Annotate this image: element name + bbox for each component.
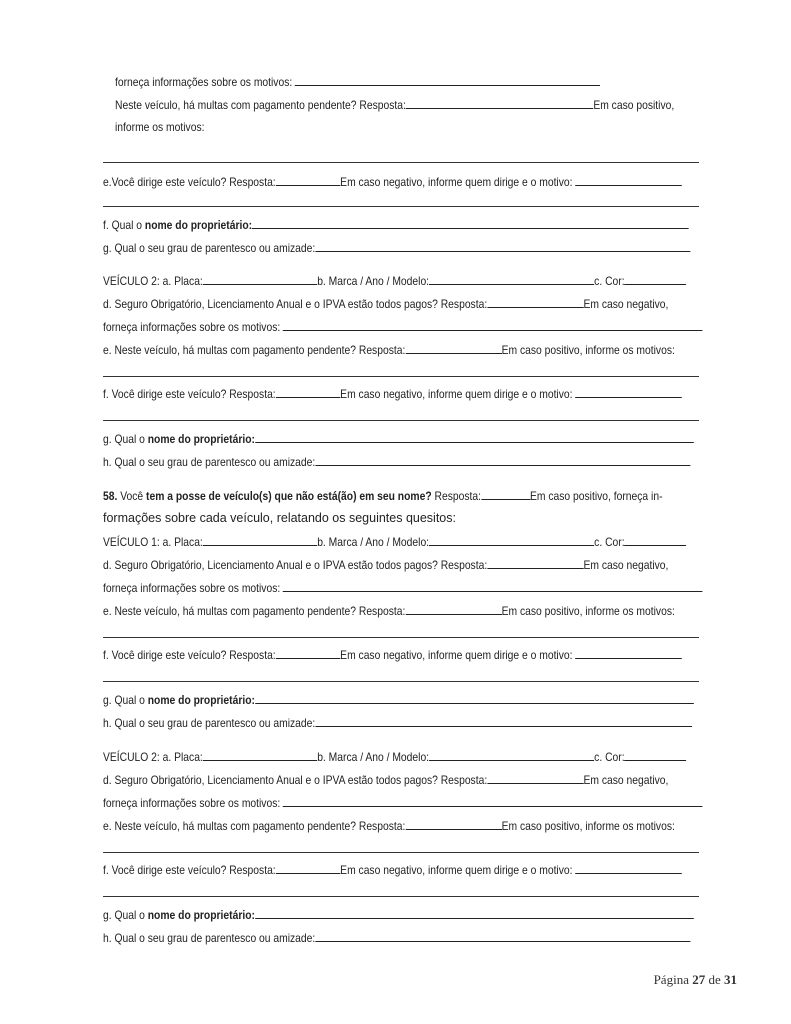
text-line — [103, 453, 703, 469]
text-line — [103, 861, 703, 877]
label: Em caso negativo, — [583, 558, 669, 572]
answer-field[interactable] — [315, 453, 690, 466]
answer-line[interactable] — [103, 637, 699, 638]
answer-field[interactable] — [255, 906, 694, 919]
text-line — [103, 239, 703, 255]
answer-field[interactable] — [405, 341, 501, 354]
answer-field[interactable] — [575, 861, 682, 874]
label: VEÍCULO 1: a. Placa: — [103, 535, 203, 549]
text-line — [103, 341, 703, 357]
label: VEÍCULO 2: a. Placa: — [103, 274, 203, 288]
label: h. Qual o seu grau de parentesco ou amizade: — [103, 716, 316, 730]
label: f. Você dirige este veículo? Resposta: — [103, 387, 276, 401]
label: b. Marca / Ano / Modelo: — [317, 535, 430, 549]
label: b. Marca / Ano / Modelo: — [317, 750, 430, 764]
label: h. Qual o seu grau de parentesco ou amizade: — [103, 455, 316, 469]
label: forneça informações sobre os motivos: — [115, 75, 293, 89]
text-line — [103, 817, 703, 833]
total-pages: 31 — [724, 972, 737, 987]
color-field[interactable] — [625, 748, 687, 761]
label: Resposta: — [431, 489, 481, 503]
answer-field[interactable] — [481, 487, 530, 500]
current-page: 27 — [692, 972, 706, 987]
answer-field[interactable] — [295, 73, 600, 86]
answer-field[interactable] — [315, 239, 690, 252]
answer-field[interactable] — [276, 861, 341, 874]
page-number — [654, 972, 737, 988]
label: Em caso positivo, — [593, 98, 675, 112]
text-line — [103, 385, 703, 401]
label: e.Você dirige este veículo? Resposta: — [103, 175, 276, 189]
text-line — [103, 430, 703, 446]
label: f. Qual o — [103, 218, 145, 232]
label: Em caso negativo, informe quem dirige e o motivo: — [340, 175, 573, 189]
text-line — [103, 714, 703, 730]
color-field[interactable] — [625, 272, 687, 285]
answer-field[interactable] — [255, 691, 694, 704]
question-number: 58. — [103, 489, 118, 503]
label: Em caso positivo, informe os motivos: — [501, 819, 675, 833]
text-line — [103, 579, 703, 595]
label: Em caso positivo, informe os motivos: — [501, 343, 675, 357]
label: forneça informações sobre os motivos: — [103, 581, 281, 595]
text-line — [103, 272, 703, 288]
color-field[interactable] — [625, 533, 687, 546]
answer-field[interactable] — [487, 556, 583, 569]
label: h. Qual o seu grau de parentesco ou amizade: — [103, 931, 316, 945]
text-line — [115, 73, 715, 89]
label: c. Cor: — [594, 535, 625, 549]
label: e. Neste veículo, há multas com pagamento pendente? Resposta: — [103, 819, 406, 833]
label-bold: nome do proprietário: — [147, 693, 255, 707]
answer-field[interactable] — [315, 714, 692, 727]
model-field[interactable] — [429, 272, 594, 285]
answer-field[interactable] — [283, 579, 703, 592]
text-line — [103, 602, 703, 618]
text-line — [115, 119, 715, 135]
label: Você — [117, 489, 147, 503]
answer-field[interactable] — [487, 771, 583, 784]
label: g. Qual o seu grau de parentesco ou amizade: — [103, 241, 316, 255]
answer-field[interactable] — [405, 602, 501, 615]
answer-field[interactable] — [575, 385, 682, 398]
answer-field[interactable] — [315, 929, 690, 942]
label: g. Qual o — [103, 432, 148, 446]
label: forneça informações sobre os motivos: — [103, 320, 281, 334]
answer-line[interactable] — [103, 162, 699, 163]
text-line — [103, 748, 703, 764]
label: g. Qual o — [103, 908, 148, 922]
label: c. Cor: — [594, 274, 625, 288]
label-bold: nome do proprietário: — [144, 218, 253, 232]
label: Neste veículo, há multas com pagamento pendente? Resposta: — [115, 98, 406, 112]
label: Em caso positivo, informe os motivos: — [501, 604, 675, 618]
label: informe os motivos: — [115, 120, 205, 134]
label-bold: nome do proprietário: — [147, 432, 255, 446]
answer-field[interactable] — [575, 173, 682, 186]
label: formações sobre cada veículo, relatando os seguintes quesitos: — [103, 511, 456, 525]
label: VEÍCULO 2: a. Placa: — [103, 750, 203, 764]
answer-field[interactable] — [252, 216, 689, 229]
plate-field[interactable] — [203, 533, 317, 546]
label: Em caso positivo, forneça in- — [530, 489, 663, 503]
label: d. Seguro Obrigatório, Licenciamento Anual e o IPVA estão todos pagos? Resposta: — [103, 558, 488, 572]
answer-field[interactable] — [405, 817, 501, 830]
text-line — [103, 929, 703, 945]
label: e. Neste veículo, há multas com pagamento pendente? Resposta: — [103, 604, 406, 618]
page-label: Página — [653, 972, 689, 987]
text-line — [103, 691, 703, 707]
label: Em caso negativo, — [583, 773, 669, 787]
text-line — [103, 794, 703, 810]
label: Em caso negativo, informe quem dirige e o motivo: — [340, 863, 573, 877]
model-field[interactable] — [429, 748, 594, 761]
label: b. Marca / Ano / Modelo: — [317, 274, 430, 288]
answer-field[interactable] — [406, 96, 593, 109]
plate-field[interactable] — [203, 272, 317, 285]
text-line — [103, 216, 703, 232]
page-of: de — [708, 972, 721, 987]
answer-field[interactable] — [283, 318, 703, 331]
text-line — [103, 906, 703, 922]
answer-field[interactable] — [255, 430, 694, 443]
label: Em caso negativo, informe quem dirige e o motivo: — [340, 648, 573, 662]
plate-field[interactable] — [203, 748, 317, 761]
answer-field[interactable] — [575, 646, 682, 659]
text-line — [103, 173, 703, 189]
label-bold: nome do proprietário: — [147, 908, 255, 922]
text-line — [115, 96, 715, 112]
text-line — [103, 646, 703, 662]
answer-field[interactable] — [487, 295, 583, 308]
text-line — [103, 295, 703, 311]
text-line — [103, 533, 703, 549]
text-line — [103, 318, 703, 334]
answer-line[interactable] — [103, 896, 699, 897]
answer-line[interactable] — [103, 852, 699, 853]
label: forneça informações sobre os motivos: — [103, 796, 281, 810]
answer-field[interactable] — [276, 173, 341, 186]
label: g. Qual o — [103, 693, 148, 707]
label: f. Você dirige este veículo? Resposta: — [103, 648, 276, 662]
label: c. Cor: — [594, 750, 625, 764]
label: Em caso negativo, — [583, 297, 669, 311]
answer-field[interactable] — [276, 646, 341, 659]
label: d. Seguro Obrigatório, Licenciamento Anual e o IPVA estão todos pagos? Resposta: — [103, 773, 488, 787]
model-field[interactable] — [429, 533, 594, 546]
label: Em caso negativo, informe quem dirige e o motivo: — [340, 387, 573, 401]
answer-line[interactable] — [103, 420, 699, 421]
text-line — [103, 510, 703, 526]
answer-field[interactable] — [276, 385, 341, 398]
answer-line[interactable] — [103, 681, 699, 682]
label: e. Neste veículo, há multas com pagamento pendente? Resposta: — [103, 343, 406, 357]
text-line — [103, 771, 703, 787]
label: f. Você dirige este veículo? Resposta: — [103, 863, 276, 877]
answer-field[interactable] — [283, 794, 703, 807]
text-line — [103, 556, 703, 572]
label-bold: tem a posse de veículo(s) que não está(ão) em seu nome? — [146, 489, 432, 503]
answer-line[interactable] — [103, 206, 699, 207]
answer-line[interactable] — [103, 376, 699, 377]
question-58 — [103, 487, 703, 503]
label: d. Seguro Obrigatório, Licenciamento Anual e o IPVA estão todos pagos? Resposta: — [103, 297, 488, 311]
